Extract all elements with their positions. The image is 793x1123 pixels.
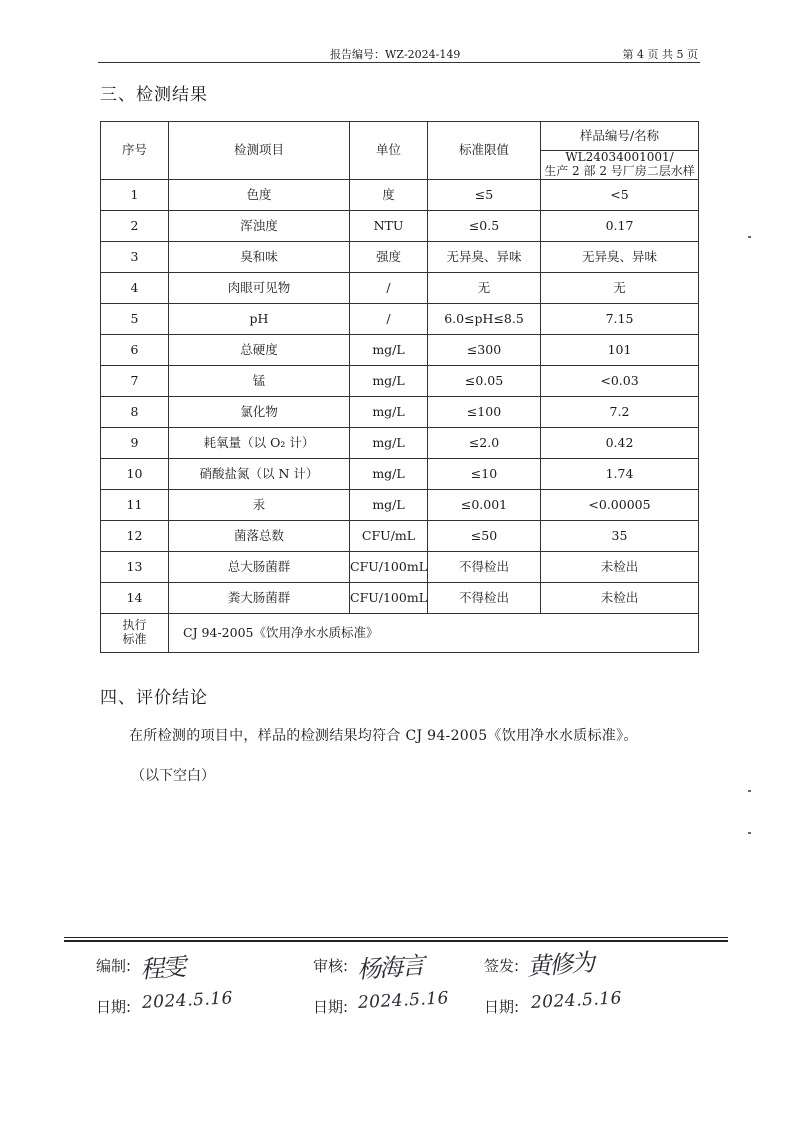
scan-speck: [748, 790, 751, 792]
cell-result: <0.03: [541, 366, 699, 397]
blank-note: （以下空白）: [131, 768, 215, 784]
table-row: [101, 552, 699, 583]
scan-speck: [748, 832, 751, 834]
approved-label: 签发:: [484, 957, 520, 975]
cell-unit: mg/L: [350, 459, 428, 490]
page-number: 第 4 页 共 5 页: [622, 48, 698, 61]
cell-limit: 不得检出: [428, 583, 541, 614]
cell-result: 0.17: [541, 211, 699, 242]
cell-unit: mg/L: [350, 397, 428, 428]
table-row: [101, 428, 699, 459]
cell-result: 未检出: [541, 583, 699, 614]
table-row: [101, 335, 699, 366]
cell-result: 1.74: [541, 459, 699, 490]
standard-label-line2: 标准: [122, 632, 147, 646]
cell-unit: mg/L: [350, 490, 428, 521]
cell-item: 总大肠菌群: [169, 552, 350, 583]
table-row: [101, 583, 699, 614]
cell-result: 7.15: [541, 304, 699, 335]
cell-item: 耗氧量（以 O₂ 计）: [169, 428, 350, 459]
signature-divider: [64, 937, 728, 938]
compiled-signature: 程雯: [139, 952, 186, 984]
cell-item: 锰: [169, 366, 350, 397]
cell-unit: 强度: [350, 242, 428, 273]
signature-divider-thick: [64, 940, 728, 942]
sample-id: WL24034001001/: [565, 150, 674, 165]
section-title-results: 三、检测结果: [100, 85, 208, 105]
cell-unit: mg/L: [350, 366, 428, 397]
cell-unit: NTU: [350, 211, 428, 242]
date-label-2: 日期:: [313, 998, 349, 1016]
cell-result: 101: [541, 335, 699, 366]
header-limit: 标准限值: [428, 122, 541, 180]
table-body: [101, 180, 699, 614]
date-label-3: 日期:: [484, 998, 520, 1016]
table-row: [101, 397, 699, 428]
cell-seq: 3: [101, 242, 169, 273]
cell-seq: 10: [101, 459, 169, 490]
header-item: 检测项目: [169, 122, 350, 180]
cell-seq: 8: [101, 397, 169, 428]
cell-seq: 2: [101, 211, 169, 242]
cell-item: 汞: [169, 490, 350, 521]
cell-limit: 6.0≤pH≤8.5: [428, 304, 541, 335]
table-row: [101, 180, 699, 211]
cell-seq: 12: [101, 521, 169, 552]
cell-limit: ≤100: [428, 397, 541, 428]
cell-limit: ≤2.0: [428, 428, 541, 459]
cell-item: 色度: [169, 180, 350, 211]
cell-result: 7.2: [541, 397, 699, 428]
cell-unit: mg/L: [350, 428, 428, 459]
cell-result: <0.00005: [541, 490, 699, 521]
cell-limit: 不得检出: [428, 552, 541, 583]
cell-seq: 9: [101, 428, 169, 459]
cell-limit: ≤300: [428, 335, 541, 366]
header-unit: 单位: [350, 122, 428, 180]
date-signature-3: 2024.5.16: [530, 988, 623, 1013]
table-row: [101, 459, 699, 490]
cell-unit: /: [350, 304, 428, 335]
cell-unit: CFU/mL: [350, 521, 428, 552]
cell-item: 菌落总数: [169, 521, 350, 552]
cell-seq: 4: [101, 273, 169, 304]
header-seq: 序号: [101, 122, 169, 180]
cell-result: <5: [541, 180, 699, 211]
standard-row: [101, 614, 699, 653]
table-row: [101, 521, 699, 552]
cell-item: 总硬度: [169, 335, 350, 366]
date-signature-1: 2024.5.16: [141, 988, 234, 1013]
cell-result: 无异臭、异味: [541, 242, 699, 273]
cell-result: 0.42: [541, 428, 699, 459]
cell-limit: ≤0.5: [428, 211, 541, 242]
cell-item: 浑浊度: [169, 211, 350, 242]
cell-result: 无: [541, 273, 699, 304]
cell-seq: 1: [101, 180, 169, 211]
table-row: [101, 273, 699, 304]
cell-unit: 度: [350, 180, 428, 211]
cell-item: 硝酸盐氮（以 N 计）: [169, 459, 350, 490]
standard-label-line1: 执行: [122, 618, 147, 633]
cell-item: 肉眼可见物: [169, 273, 350, 304]
page-header: [98, 44, 700, 63]
cell-item: pH: [169, 304, 350, 335]
table-row: [101, 304, 699, 335]
cell-seq: 5: [101, 304, 169, 335]
standard-text: CJ 94-2005《饮用净水水质标准》: [169, 614, 699, 653]
cell-seq: 13: [101, 552, 169, 583]
table-row: [101, 211, 699, 242]
cell-item: 粪大肠菌群: [169, 583, 350, 614]
cell-limit: ≤10: [428, 459, 541, 490]
cell-item: 氯化物: [169, 397, 350, 428]
cell-limit: ≤50: [428, 521, 541, 552]
cell-limit: 无: [428, 273, 541, 304]
date-label-1: 日期:: [96, 998, 132, 1016]
cell-limit: 无异臭、异味: [428, 242, 541, 273]
conclusion-text: 在所检测的项目中，样品的检测结果均符合 CJ 94-2005《饮用净水水质标准》。: [129, 728, 638, 744]
scan-speck: [748, 236, 751, 238]
cell-unit: mg/L: [350, 335, 428, 366]
cell-result: 35: [541, 521, 699, 552]
cell-limit: ≤5: [428, 180, 541, 211]
cell-item: 臭和味: [169, 242, 350, 273]
cell-unit: CFU/100mL: [350, 552, 428, 583]
table-row: [101, 366, 699, 397]
date-signature-2: 2024.5.16: [357, 988, 450, 1013]
header-sample: 样品编号/名称: [541, 122, 699, 151]
header-sample-id: [541, 151, 699, 180]
sample-name: 生产 2 部 2 号厂房二层水样: [544, 164, 695, 178]
cell-seq: 14: [101, 583, 169, 614]
cell-seq: 11: [101, 490, 169, 521]
standard-label: [101, 614, 169, 653]
report-number: 报告编号：WZ-2024-149: [330, 48, 461, 61]
cell-unit: CFU/100mL: [350, 583, 428, 614]
cell-seq: 7: [101, 366, 169, 397]
approved-signature: 黄修为: [526, 948, 594, 981]
compiled-label: 编制:: [96, 957, 132, 975]
reviewed-label: 审核:: [313, 957, 349, 975]
reviewed-signature: 杨海言: [356, 951, 424, 984]
cell-unit: /: [350, 273, 428, 304]
table-row: [101, 242, 699, 273]
cell-limit: ≤0.05: [428, 366, 541, 397]
section-title-conclusion: 四、评价结论: [100, 688, 208, 708]
cell-limit: ≤0.001: [428, 490, 541, 521]
table-row: [101, 490, 699, 521]
cell-result: 未检出: [541, 552, 699, 583]
results-table: [100, 121, 699, 653]
cell-seq: 6: [101, 335, 169, 366]
